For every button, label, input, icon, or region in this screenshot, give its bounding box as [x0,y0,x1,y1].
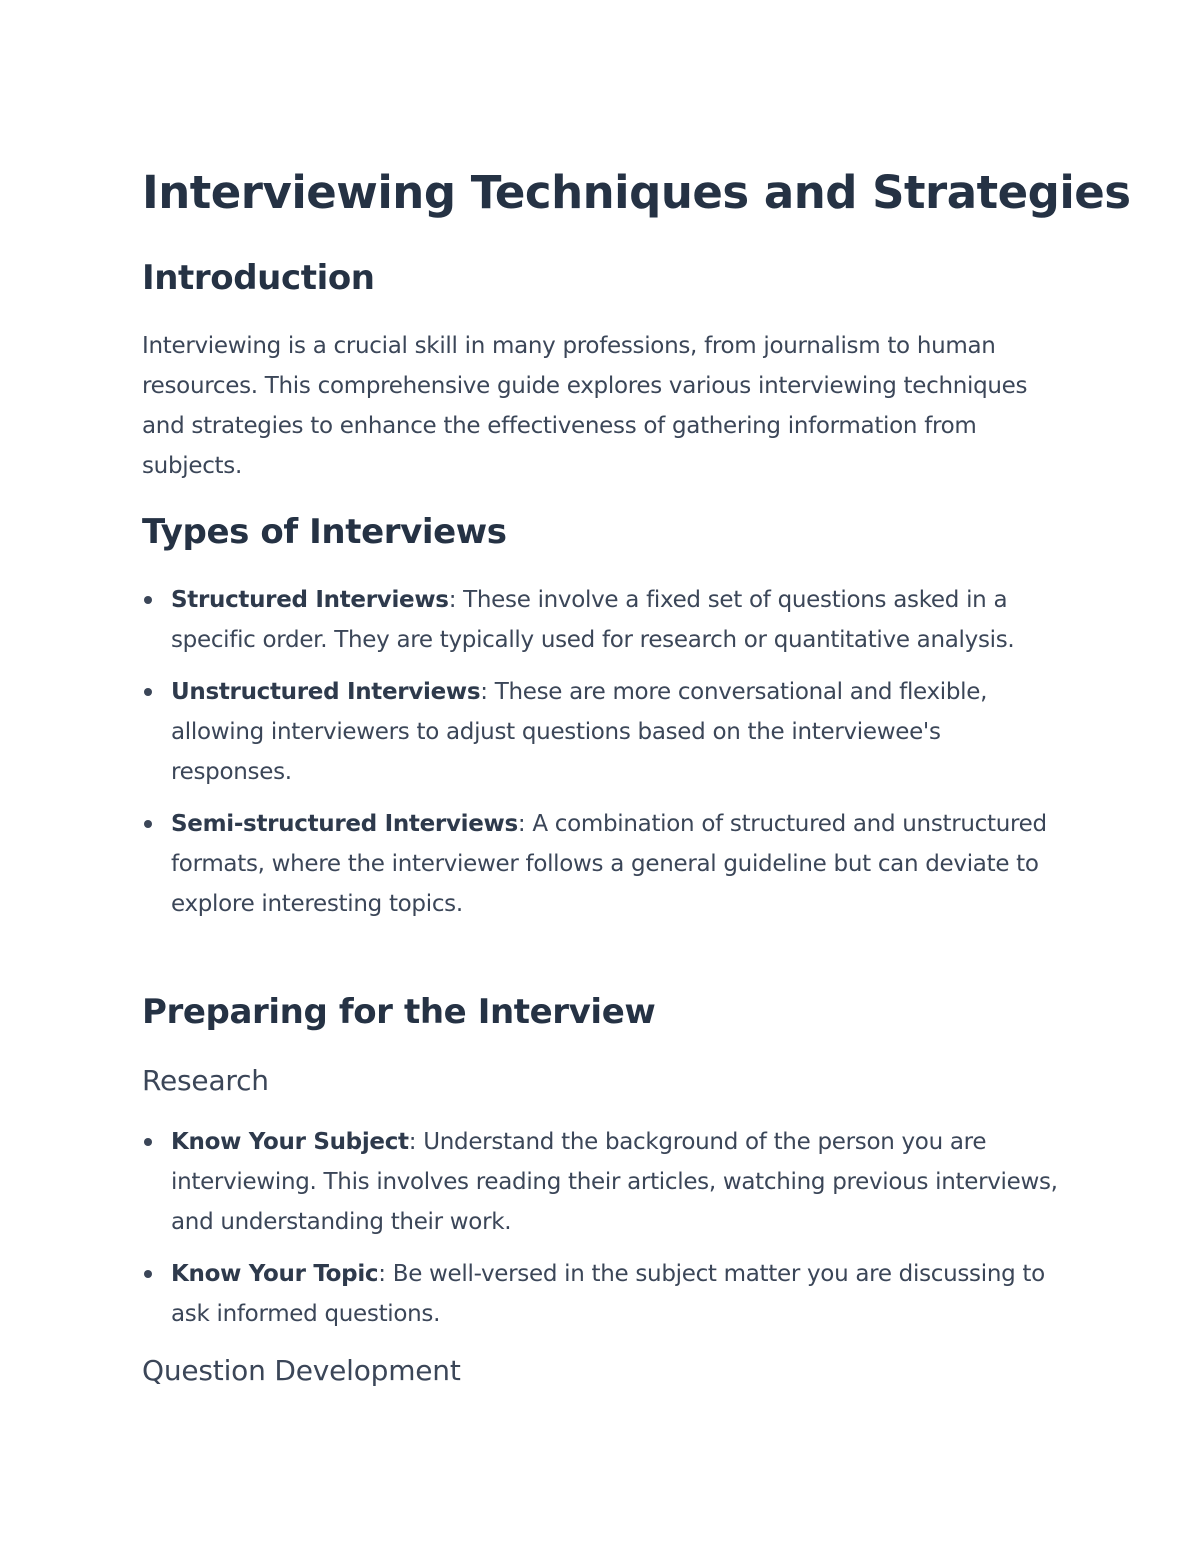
list-item [142,1254,1062,1334]
heading-introduction: Introduction [142,258,375,298]
bullet-icon [144,688,152,696]
list-item-text: : Understand the background of the person you are interviewing. This involves reading their articles, watching previous interviews, and understanding their work. [171,1129,1058,1235]
heading-preparing-for-the-interview: Preparing for the Interview [142,992,656,1032]
list-item-term: Unstructured Interviews [171,679,481,705]
bullet-icon [144,1270,152,1278]
bullet-icon [144,820,152,828]
introduction-paragraph: Interviewing is a crucial skill in many professions, from journalism to human resources. This comprehensive guide explores various interviewing techniques and strategies to enhance the effectiveness of gathering information from subjects. [142,333,1028,479]
research-list [142,1122,1062,1346]
list-item-term: Semi-structured Interviews [171,811,518,837]
list-item-text: : Be well-versed in the subject matter you are discussing to ask informed questions. [171,1261,1045,1327]
list-item-term: Structured Interviews [171,587,449,613]
document-title: Interviewing Techniques and Strategies [142,166,1131,219]
list-item [142,1122,1062,1242]
heading-types-of-interviews: Types of Interviews [142,512,507,552]
list-item [142,580,1062,660]
list-item-term: Know Your Topic [171,1261,379,1287]
subheading-question-development: Question Development [142,1354,461,1387]
list-item-text: : A combination of structured and unstructured formats, where the interviewer follows a general guideline but can deviate to explore interesting topics. [171,811,1047,917]
list-item-term: Know Your Subject [171,1129,409,1155]
types-list [142,580,1062,936]
list-item-text: : These are more conversational and flexible, allowing interviewers to adjust questions based on the interviewee's responses. [171,679,988,785]
list-item-text: : These involve a fixed set of questions asked in a specific order. They are typically used for research or quantitative analysis. [171,587,1015,653]
subheading-research: Research [142,1064,269,1097]
bullet-icon [144,1138,152,1146]
list-item [142,804,1062,924]
bullet-icon [144,596,152,604]
list-item [142,672,1062,792]
